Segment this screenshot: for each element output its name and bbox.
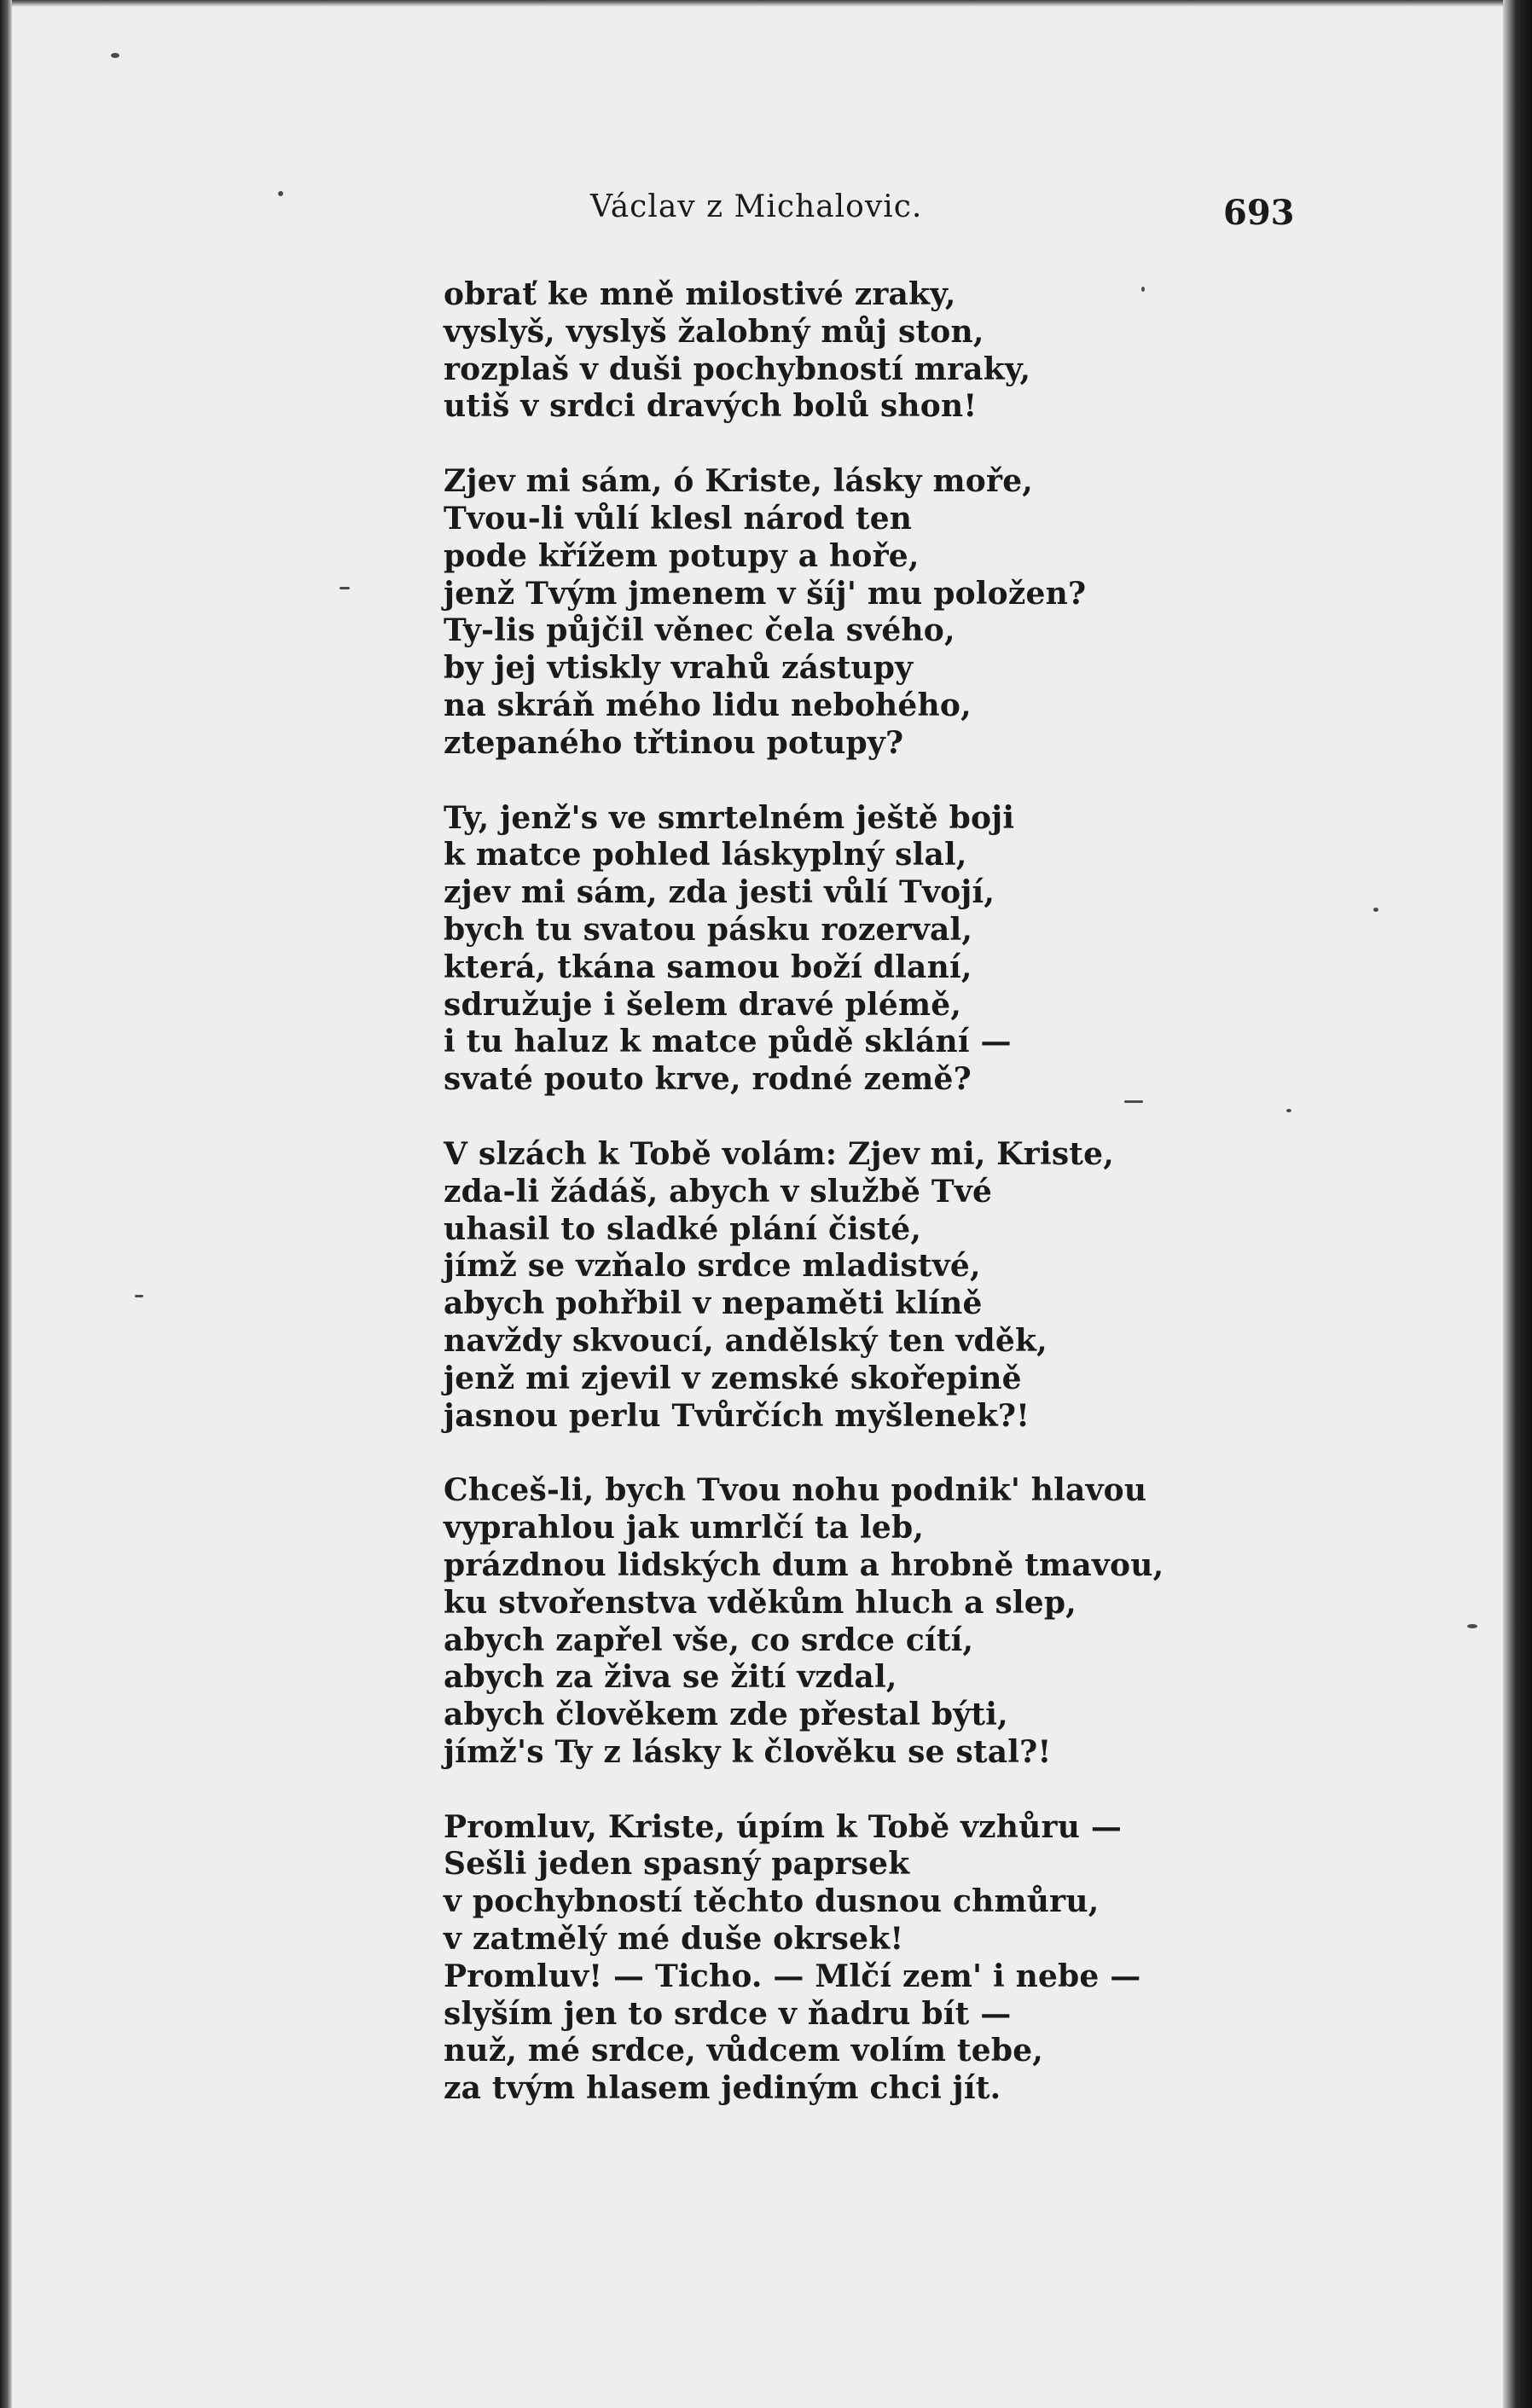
running-title: Václav z Michalovic.	[590, 189, 923, 224]
poem-line: uhasil to sladké plání čisté,	[444, 1210, 922, 1247]
poem-line: sdružuje i šelem dravé plémě,	[444, 986, 962, 1023]
poem-line: vyslyš, vyslyš žalobný můj ston,	[444, 313, 984, 350]
poem-line: navždy skvoucí, andělský ten vděk,	[444, 1322, 1047, 1359]
poem-line: jímž se vzňalo srdce mladistvé,	[444, 1248, 981, 1285]
poem-line: za tvým hlasem jediným chci jít.	[444, 2070, 1001, 2107]
poem-line: obrať ke mně milostivé zraky,	[444, 276, 956, 312]
scan-speck	[339, 587, 350, 589]
poem-line: jasnou perlu Tvůrčích myšlenek?!	[444, 1397, 1030, 1434]
poem-line: zjev mi sám, zda jesti vůlí Tvojí,	[444, 874, 995, 911]
scan-border-top	[0, 0, 1532, 7]
poem-line: Tvou-li vůlí klesl národ ten	[444, 500, 913, 537]
poem-line: vyprahlou jak umrlčí ta leb,	[444, 1510, 925, 1546]
poem-line: na skráň mého lidu nebohého,	[444, 687, 972, 723]
poem-line: rozplaš v duši pochybností mraky,	[444, 351, 1031, 387]
poem-line: abych pohřbil v nepaměti klíně	[444, 1285, 983, 1322]
poem-line: i tu haluz k matce půdě sklání —	[444, 1024, 1012, 1060]
poem-line: ku stvořenstva vděkům hluch a slep,	[444, 1584, 1076, 1621]
poem-line: slyším jen to srdce v ňadru bít —	[444, 1995, 1012, 2032]
stanza-3	[444, 800, 1493, 1099]
scan-border-left	[0, 0, 12, 2408]
poem-line: svaté pouto krve, rodné země?	[444, 1061, 972, 1098]
poem-line: by jej vtiskly vrahů zástupy	[444, 650, 914, 687]
stanza-2	[444, 463, 1493, 762]
poem-line: v zatmělý mé duše okrsek!	[444, 1921, 904, 1958]
stanza-5	[444, 1472, 1493, 1771]
poem-line: jenž mi zjevil v zemské skořepině	[444, 1360, 1022, 1396]
poem-line: Sešli jeden spasný paprsek	[444, 1846, 910, 1883]
stanza-6	[444, 1809, 1493, 2108]
page-number: 693	[1223, 193, 1295, 233]
poem-line: jímž's Ty z lásky k člověku se stal?!	[444, 1733, 1052, 1770]
poem-line: která, tkána samou boží dlaní,	[444, 949, 972, 985]
scan-border-right	[1503, 0, 1532, 2408]
poem-line: bych tu svatou pásku rozerval,	[444, 911, 973, 948]
poem-line: Ty-lis půjčil věnec čela svého,	[444, 612, 955, 649]
poem-line: Chceš-li, bych Tvou nohu podnik' hlavou	[444, 1472, 1147, 1509]
stanza-4	[444, 1136, 1493, 1435]
poem-line: utiš v srdci dravých bolů shon!	[444, 388, 978, 425]
poem-line: k matce pohled láskyplný slal,	[444, 837, 967, 873]
poem-line: v pochybností těchto dusnou chmůru,	[444, 1883, 1100, 1920]
poem-line: Promluv! — Ticho. — Mlčí zem' i nebe —	[444, 1958, 1141, 1994]
poem-line: abych za živa se žití vzdal,	[444, 1659, 897, 1696]
poem-line: nuž, mé srdce, vůdcem volím tebe,	[444, 2033, 1044, 2069]
poem-line: ztepaného třtinou potupy?	[444, 724, 904, 761]
poem-line: jenž Tvým jmenem v šíj' mu položen?	[444, 575, 1087, 612]
poem-line: V slzách k Tobě volám: Zjev mi, Kriste,	[444, 1135, 1114, 1172]
poem-line: abych člověkem zde přestal býti,	[444, 1697, 1008, 1733]
stanza-1	[444, 276, 1493, 426]
scan-speck	[278, 191, 283, 196]
poem-line: Promluv, Kriste, úpím k Tobě vzhůru —	[444, 1808, 1123, 1845]
poem-line: prázdnou lidských dum a hrobně tmavou,	[444, 1546, 1164, 1583]
scan-speck	[111, 53, 119, 58]
poem-line: zda-li žádáš, abych v službě Tvé	[444, 1173, 993, 1210]
poem-line: Ty, jenž's ve smrtelném ještě boji	[444, 799, 1015, 836]
scan-speck	[135, 1295, 143, 1297]
poem-line: pode křížem potupy a hoře,	[444, 537, 920, 574]
poem-line: abych zapřel vše, co srdce cítí,	[444, 1622, 974, 1658]
poem-body	[444, 276, 1493, 2145]
poem-line: Zjev mi sám, ó Kriste, lásky moře,	[444, 463, 1034, 500]
